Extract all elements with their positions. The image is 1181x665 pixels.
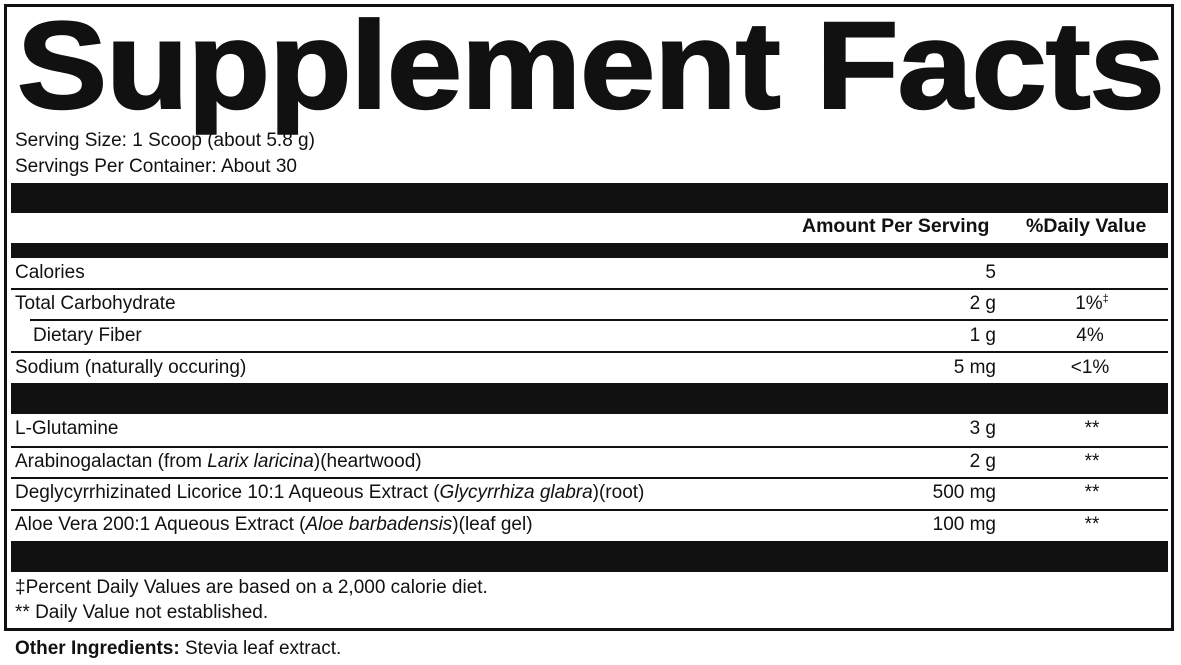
servings-per-container: Servings Per Container: About 30 xyxy=(15,156,298,177)
row-divider xyxy=(30,319,1168,321)
ingredient-name: Deglycyrrhizinated Licorice 10:1 Aqueous Extract (Glycyrrhiza glabra)(root) xyxy=(15,482,645,503)
nutrient-name: Sodium (naturally occuring) xyxy=(15,357,247,378)
row-divider xyxy=(11,509,1168,511)
thick-divider xyxy=(11,383,1168,414)
other-ingredients xyxy=(15,637,341,661)
latin-name: Larix laricina xyxy=(207,451,314,472)
nutrient-amount: 2 g xyxy=(969,293,996,314)
nutrient-daily-value: 4% xyxy=(1076,325,1104,346)
row-divider xyxy=(11,446,1168,448)
ingredient-amount: 3 g xyxy=(969,418,996,439)
nutrient-name: Total Carbohydrate xyxy=(15,293,176,314)
ingredient-name: Arabinogalactan (from Larix laricina)(heartwood) xyxy=(15,451,422,472)
amount-per-serving-header: Amount Per Serving xyxy=(802,215,990,237)
row-divider xyxy=(11,477,1168,479)
nutrient-daily-value: <1% xyxy=(1070,357,1110,378)
ingredient-name: L-Glutamine xyxy=(15,418,119,439)
nutrient-name: Dietary Fiber xyxy=(33,325,142,346)
footnote-daily-values: ‡Percent Daily Values are based on a 2,000 calorie diet. xyxy=(15,577,488,598)
daily-value-header: %Daily Value xyxy=(1026,215,1147,237)
dagger-mark: ‡ xyxy=(1102,293,1109,305)
ingredient-daily-value: ** xyxy=(1084,514,1100,535)
supplement-facts-panel xyxy=(4,0,1174,631)
medium-divider xyxy=(11,243,1168,258)
ingredient-name: Aloe Vera 200:1 Aqueous Extract (Aloe barbadensis)(leaf gel) xyxy=(15,514,533,535)
thick-divider xyxy=(11,183,1168,213)
serving-size: Serving Size: 1 Scoop (about 5.8 g) xyxy=(15,130,315,151)
footnote-not-established: ** Daily Value not established. xyxy=(15,602,269,623)
ingredient-amount: 100 mg xyxy=(932,514,996,535)
panel-title: Supplement Facts xyxy=(17,0,1164,135)
row-divider xyxy=(11,351,1168,353)
latin-name: Glycyrrhiza glabra xyxy=(439,482,593,503)
nutrient-amount: 5 mg xyxy=(953,357,996,378)
latin-name: Aloe barbadensis xyxy=(305,514,453,535)
nutrient-daily-value: 1%‡ xyxy=(1075,293,1109,314)
ingredient-amount: 2 g xyxy=(969,451,996,472)
thick-divider xyxy=(11,541,1168,572)
nutrient-amount: 1 g xyxy=(969,325,996,346)
nutrient-name: Calories xyxy=(15,262,85,283)
ingredient-daily-value: ** xyxy=(1084,482,1100,503)
other-ingredients-text: Stevia leaf extract. xyxy=(179,638,342,659)
other-ingredients-label: Other Ingredients: xyxy=(15,638,180,659)
ingredient-amount: 500 mg xyxy=(932,482,996,503)
nutrient-amount: 5 xyxy=(985,262,996,283)
row-divider xyxy=(11,288,1168,290)
ingredient-daily-value: ** xyxy=(1084,451,1100,472)
ingredient-daily-value: ** xyxy=(1084,418,1100,439)
